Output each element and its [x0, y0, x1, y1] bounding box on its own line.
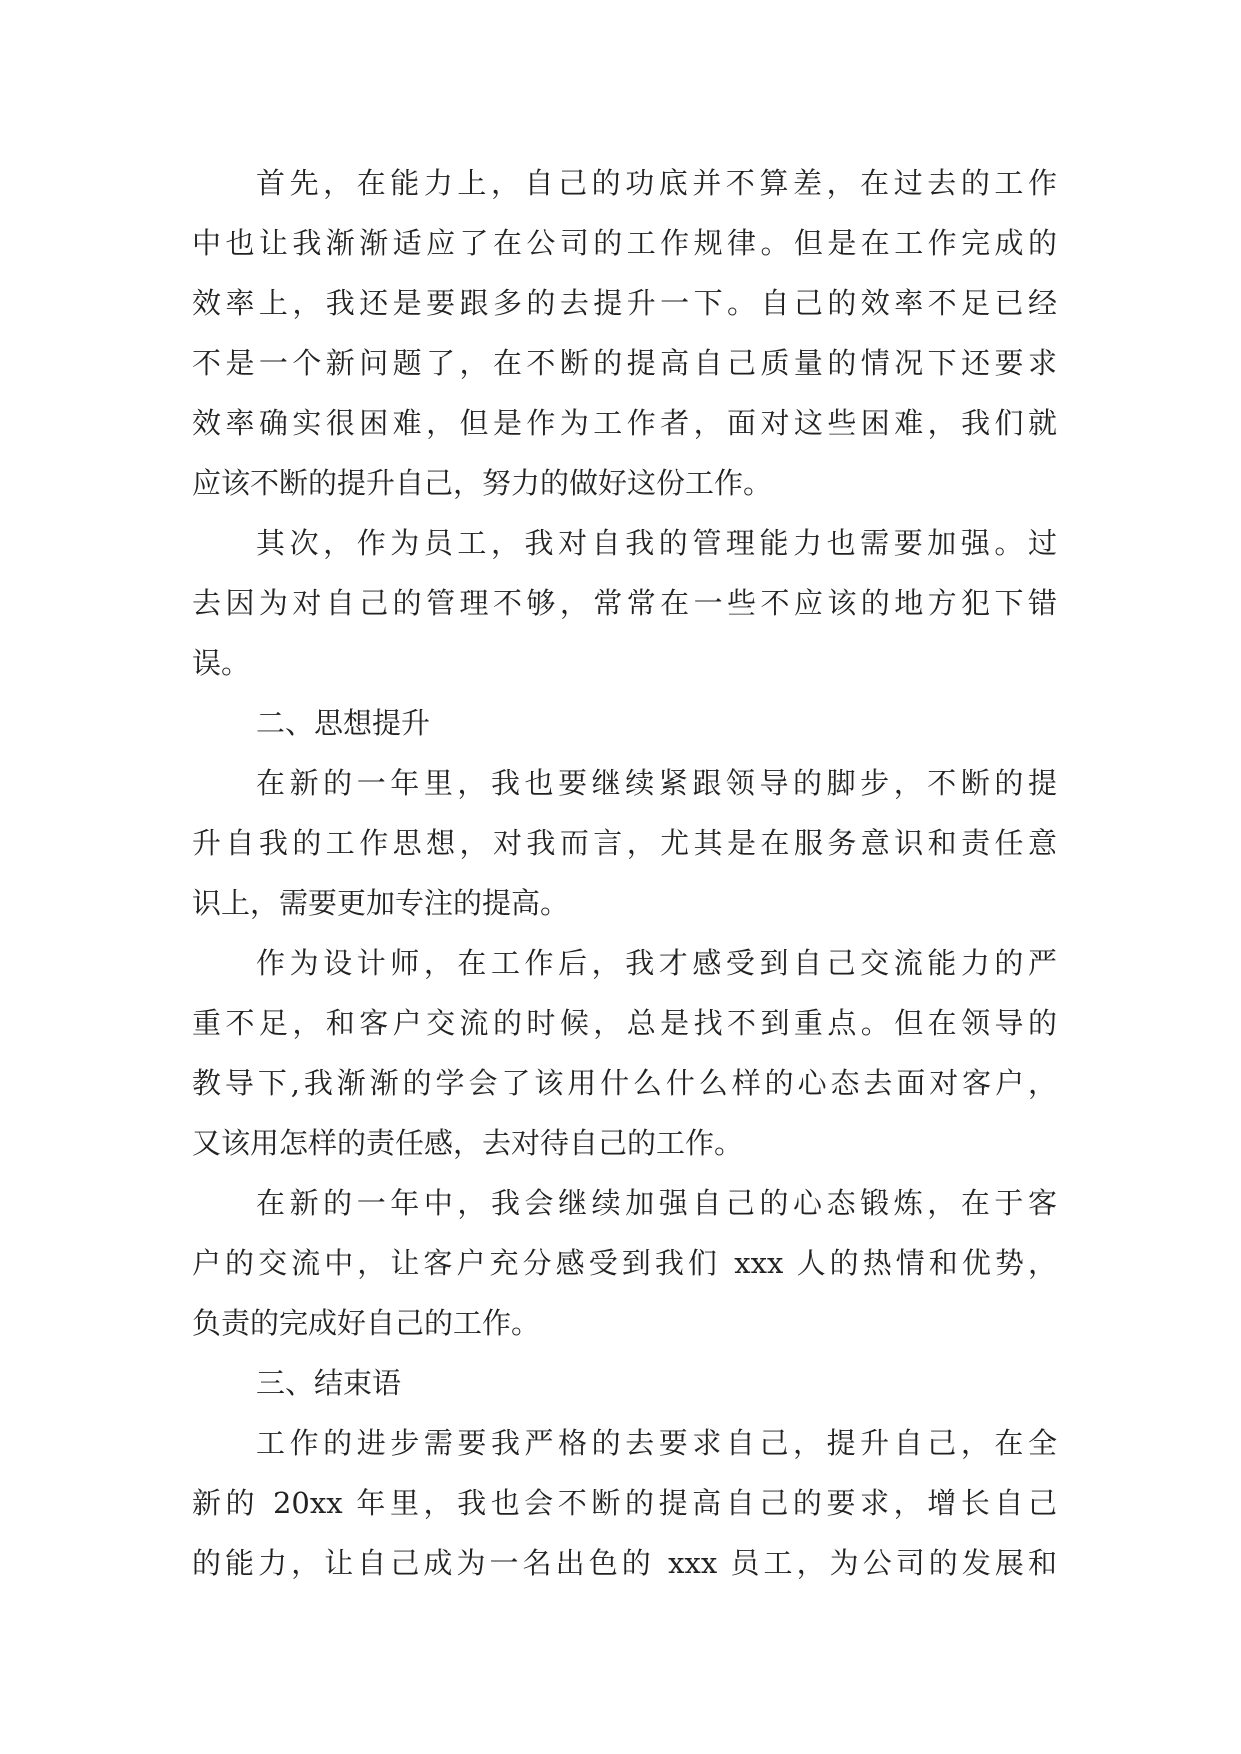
paragraph-3-line-2: 升自我的工作思想，对我而言，尤其是在服务意识和责任意 [192, 826, 1057, 860]
paragraph-1-line-1: 首先，在能力上，自己的功底并不算差，在过去的工作 [256, 166, 1057, 200]
paragraph-4-line-4: 又该用怎样的责任感，去对待自己的工作。 [192, 1126, 744, 1160]
paragraph-6-line-3: 的能力，让自己成为一名出色的 xxx 员工，为公司的发展和 [192, 1546, 1057, 1580]
paragraph-3-line-3: 识上，需要更加专注的提高。 [192, 886, 570, 920]
paragraph-6-line-2: 新的 20xx 年里，我也会不断的提高自己的要求，增长自己 [192, 1486, 1057, 1520]
paragraph-1-line-5: 效率确实很困难，但是作为工作者，面对这些困难，我们就 [192, 406, 1057, 440]
paragraph-5-line-3: 负责的完成好自己的工作。 [192, 1306, 541, 1340]
paragraph-2-line-2: 去因为对自己的管理不够，常常在一些不应该的地方犯下错 [192, 586, 1057, 620]
document-body [192, 153, 1057, 1593]
paragraph-1-line-2: 中也让我渐渐适应了在公司的工作规律。但是在工作完成的 [192, 226, 1057, 260]
paragraph-1-line-6: 应该不断的提升自己，努力的做好这份工作。 [192, 466, 773, 500]
paragraph-1-line-4: 不是一个新问题了，在不断的提高自己质量的情况下还要求 [192, 346, 1057, 380]
paragraph-6-line-1: 工作的进步需要我严格的去要求自己，提升自己，在全 [256, 1426, 1057, 1460]
paragraph-5-line-1: 在新的一年中，我会继续加强自己的心态锻炼，在于客 [256, 1186, 1057, 1220]
paragraph-2-line-3: 误。 [192, 646, 251, 680]
paragraph-4-line-3: 教导下,我渐渐的学会了该用什么什么样的心态去面对客户， [192, 1066, 1057, 1100]
paragraph-1-line-3: 效率上，我还是要跟多的去提升一下。自己的效率不足已经 [192, 286, 1057, 320]
paragraph-3-line-1: 在新的一年里，我也要继续紧跟领导的脚步，不断的提 [256, 766, 1057, 800]
paragraph-5-line-2: 户的交流中，让客户充分感受到我们 xxx 人的热情和优势， [192, 1246, 1057, 1280]
paragraph-4-line-1: 作为设计师，在工作后，我才感受到自己交流能力的严 [256, 946, 1057, 980]
paragraph-2-line-1: 其次，作为员工，我对自我的管理能力也需要加强。过 [256, 526, 1057, 560]
section-heading-conclusion: 三、结束语 [256, 1366, 402, 1400]
section-heading-thought-improvement: 二、思想提升 [256, 706, 431, 740]
paragraph-4-line-2: 重不足，和客户交流的时候，总是找不到重点。但在领导的 [192, 1006, 1057, 1040]
